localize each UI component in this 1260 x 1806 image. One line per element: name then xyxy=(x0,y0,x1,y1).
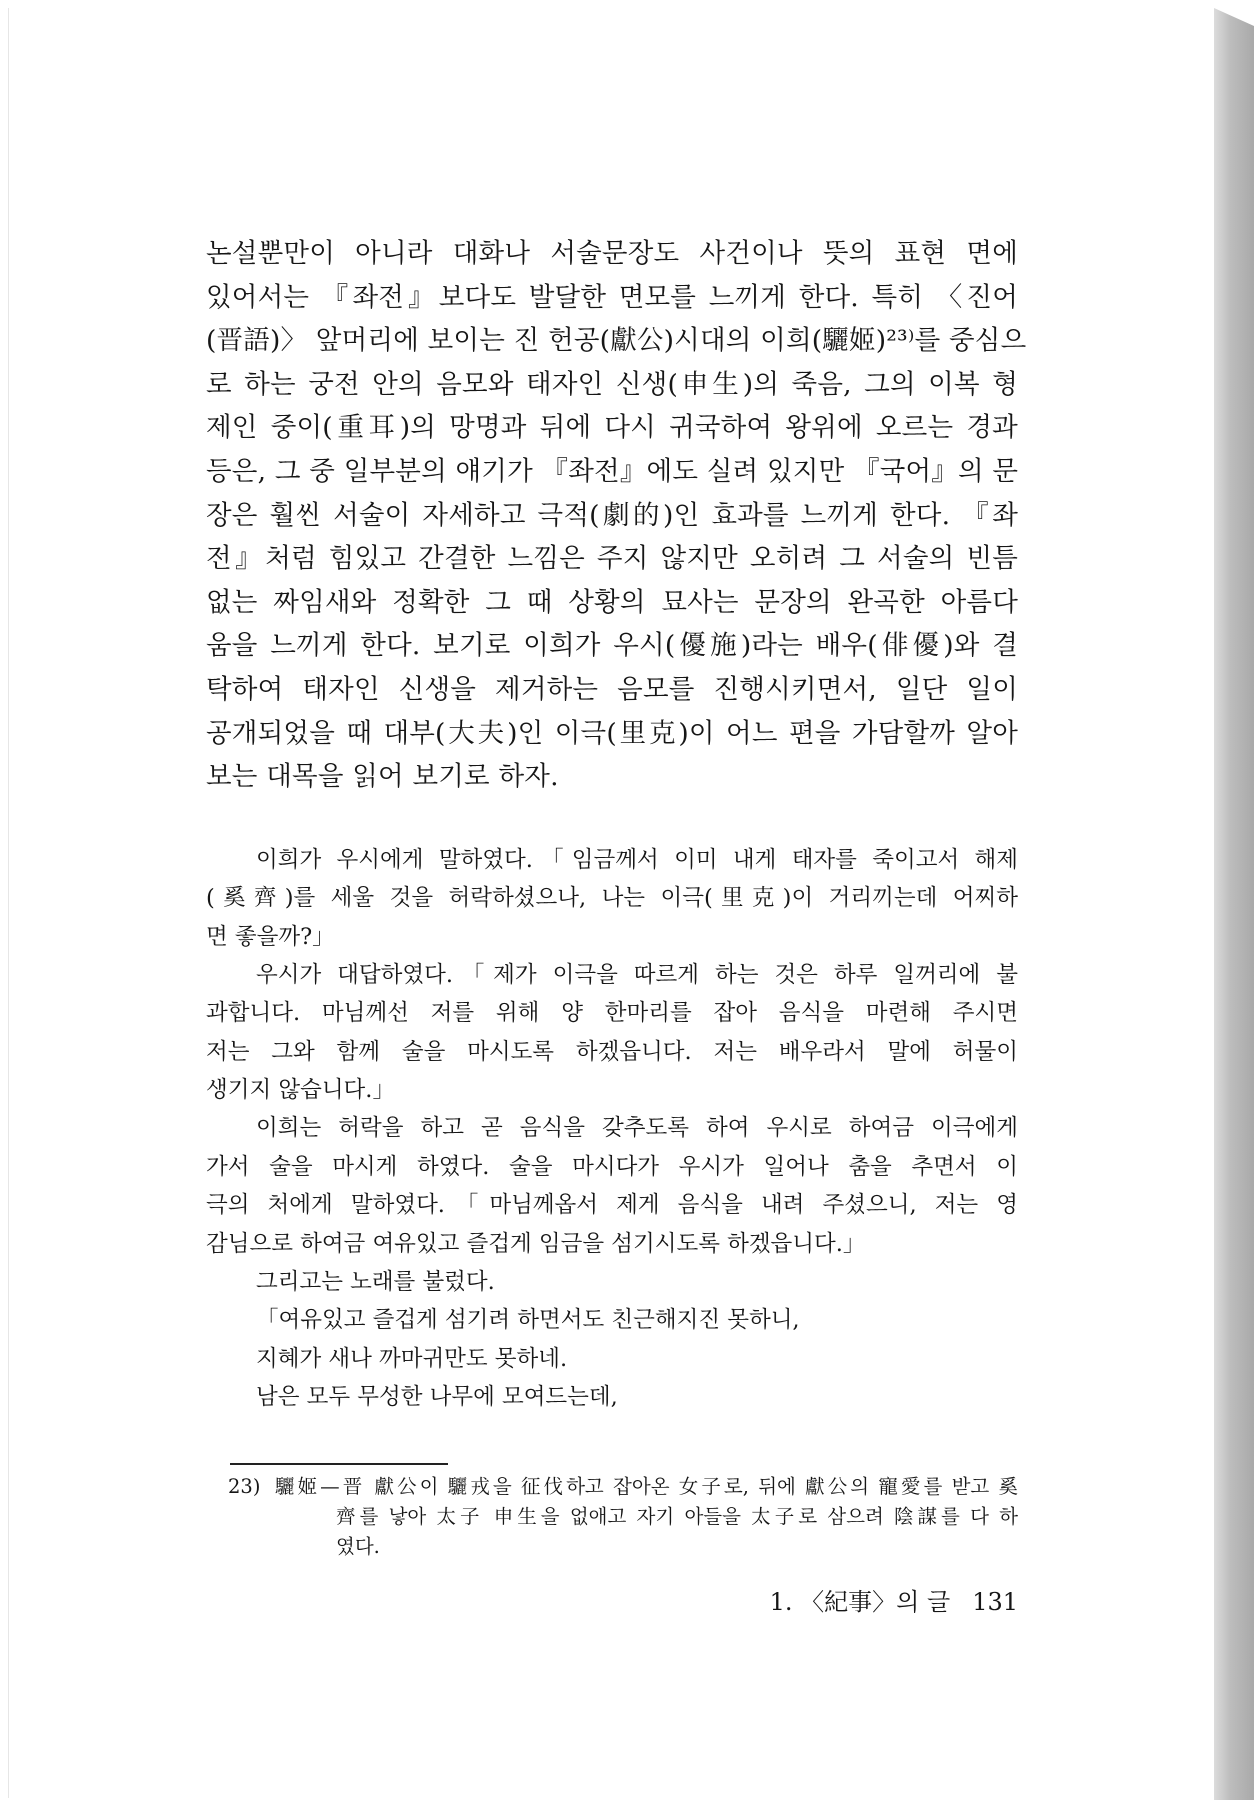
verse-line: 남은 모두 무성한 나무에 모여드는데, xyxy=(256,1384,618,1411)
footnote-number: 23) xyxy=(228,1475,261,1498)
quoted-passage xyxy=(206,841,1018,1417)
quote-line: 이희는 허락을 하고 곧 음식을 갖추도록 하여 우시로 하여금 이극에게 xyxy=(256,1115,1018,1142)
quote-line: 면 좋을까?」 xyxy=(206,923,335,950)
paragraph-line: 등은, 그 중 일부분의 얘기가 『좌전』에도 실려 있지만 『국어』의 문 xyxy=(206,455,1019,487)
quote-line: 감님으로 하여금 여유있고 즐겁게 임금을 섬기시도록 하겠읍니다.」 xyxy=(206,1230,866,1257)
footnote-divider xyxy=(230,1463,448,1465)
footnote xyxy=(228,1472,1018,1562)
paragraph-line: 움을 느끼게 한다. 보기로 이희가 우시(優施)라는 배우(俳優)와 결 xyxy=(206,630,1018,662)
paragraph-line: 탁하여 태자인 신생을 제거하는 음모를 진행시키면서, 일단 일이 xyxy=(206,673,1018,705)
quote-line: 가서 술을 마시게 하였다. 술을 마시다가 우시가 일어나 춤을 추면서 이 xyxy=(206,1153,1018,1180)
page-number: 131 xyxy=(972,1588,1018,1616)
verse-line: 「여유있고 즐겁게 섬기려 하면서도 친근해지진 못하니, xyxy=(256,1307,800,1334)
footnote-line: 驪姬—晋 獻公이 驪戎을 征伐하고 잡아온 女子로, 뒤에 獻公의 寵愛를 받고 奚 xyxy=(272,1475,1018,1498)
quote-line: (奚齊)를 세울 것을 허락하셨으나, 나는 이극(里克)이 거리끼는데 어찌하 xyxy=(206,885,1018,912)
verse-line: 지혜가 새나 까마귀만도 못하네. xyxy=(256,1345,568,1372)
page-edge xyxy=(1214,8,1254,1800)
quote-line: 우시가 대답하였다.「제가 이극을 따르게 하는 것은 하루 일꺼리에 불 xyxy=(256,961,1018,988)
paragraph-line: 있어서는 『좌전』보다도 발달한 면모를 느끼게 한다. 특히 〈진어 xyxy=(206,281,1018,313)
quote-line: 생기지 않습니다.」 xyxy=(206,1077,395,1104)
paragraph-line: 로 하는 궁전 안의 음모와 태자인 신생(申生)의 죽음, 그의 이복 형 xyxy=(206,368,1018,400)
paragraph-line: 논설뿐만이 아니라 대화나 서술문장도 사건이나 뜻의 표현 면에 xyxy=(206,238,1018,269)
footnote-line: 齊를 낳아 太子 申生을 없애고 자기 아들을 太子로 삼으려 陰謀를 다 하 xyxy=(336,1505,1018,1528)
paragraph-line: 전』처럼 힘있고 간결한 느낌은 주지 않지만 오히려 그 서술의 빈틈 xyxy=(206,543,1018,575)
footer-section-title: 1. 〈紀事〉의 글 xyxy=(769,1588,951,1616)
paragraph-line: 없는 짜임새와 정확한 그 때 상황의 묘사는 문장의 완곡한 아름다 xyxy=(206,586,1018,618)
quote-line: 그리고는 노래를 불렀다. xyxy=(256,1269,495,1296)
quote-line: 과합니다. 마님께선 저를 위해 양 한마리를 잡아 음식을 마련해 주시면 xyxy=(206,1000,1018,1027)
quote-line: 극의 처에게 말하였다.「마님께옵서 제게 음식을 내려 주셨으니, 저는 영 xyxy=(206,1192,1018,1219)
paragraph-line: 제인 중이(重耳)의 망명과 뒤에 다시 귀국하여 왕위에 오르는 경과 xyxy=(206,412,1018,444)
paragraph-line: 장은 훨씬 서술이 자세하고 극적(劇的)인 효과를 느끼게 한다. 『좌 xyxy=(206,499,1018,531)
footnote-line: 였다. xyxy=(336,1535,380,1558)
paragraph-line: (晋語)〉 앞머리에 보이는 진 헌공(獻公)시대의 이희(驪姬)²³⁾를 중심으 xyxy=(206,325,1027,357)
paragraph-line: 보는 대목을 읽어 보기로 하자. xyxy=(206,761,559,793)
main-text xyxy=(206,232,1027,1417)
paragraph-line: 공개되었을 때 대부(大夫)인 이극(里克)이 어느 편을 가담할까 알아 xyxy=(206,717,1018,749)
running-footer xyxy=(770,1582,1018,1617)
quote-line: 이희가 우시에게 말하였다.「임금께서 이미 내게 태자를 죽이고서 해제 xyxy=(256,846,1018,873)
quote-line: 저는 그와 함께 술을 마시도록 하겠읍니다. 저는 배우라서 말에 허물이 xyxy=(206,1038,1018,1065)
